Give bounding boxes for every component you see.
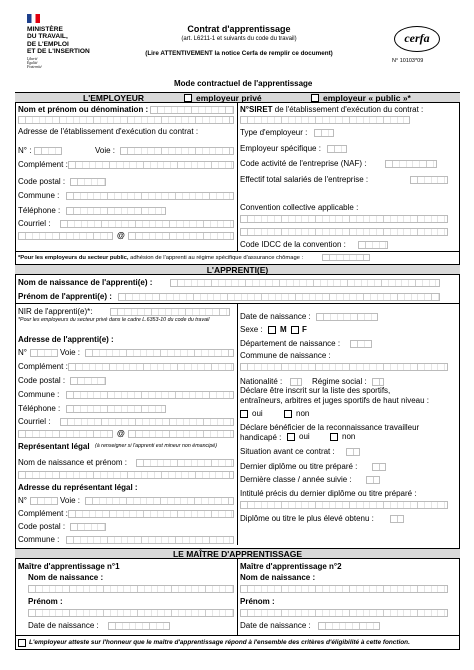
employeur-adresse-label: Adresse de l'établissement d'exécution du contrat : bbox=[18, 127, 199, 136]
employeur-cp-label: Code postal : bbox=[18, 177, 66, 186]
apprenti-tel-field[interactable] bbox=[66, 405, 166, 413]
apprenti-nom-label: Nom de naissance de l'apprenti(e) : bbox=[18, 278, 153, 287]
employeur-courriel-field-2[interactable] bbox=[18, 232, 113, 240]
maitre2-title: Maître d'apprentissage n°2 bbox=[240, 562, 342, 571]
maitre1-date-label: Date de naissance : bbox=[28, 621, 99, 630]
sportif-oui-checkbox[interactable] bbox=[240, 410, 248, 418]
cerfa-logo: cerfa bbox=[394, 26, 440, 52]
sexe-m-checkbox[interactable] bbox=[268, 326, 276, 334]
sexe-m-label: M bbox=[280, 325, 287, 334]
employeur-idcc-label: Code IDCC de la convention : bbox=[240, 240, 346, 249]
employeur-cp-field[interactable] bbox=[70, 178, 106, 186]
employeur-effectif-field[interactable] bbox=[410, 176, 448, 184]
apprenti-dept-label: Département de naissance : bbox=[240, 339, 341, 348]
rep-commune-field[interactable] bbox=[66, 536, 234, 544]
rep-cp-field[interactable] bbox=[70, 523, 106, 531]
apprenti-derniere-classe-field[interactable] bbox=[366, 476, 380, 484]
apprenti-situation-field[interactable] bbox=[346, 448, 360, 456]
sportif-non-label: non bbox=[296, 409, 310, 418]
apprenti-nir-label: NIR de l'apprenti(e)*: bbox=[18, 307, 93, 316]
at-sign: @ bbox=[117, 231, 125, 240]
apprenti-courriel-label: Courriel : bbox=[18, 417, 51, 426]
apprenti-prenom-label: Prénom de l'apprenti(e) : bbox=[18, 292, 112, 301]
maitre2-prenom-field[interactable] bbox=[240, 609, 448, 617]
maitre2-date-label: Date de naissance : bbox=[240, 621, 311, 630]
apprenti-commune-field[interactable] bbox=[66, 391, 234, 399]
apprenti-cp-label: Code postal : bbox=[18, 376, 66, 385]
employeur-idcc-field[interactable] bbox=[358, 241, 388, 249]
apprenti-commune-naissance-label: Commune de naissance : bbox=[240, 351, 331, 360]
apprenti-commune-naissance-field[interactable] bbox=[240, 363, 448, 371]
rep-n-field[interactable] bbox=[30, 497, 58, 505]
apprenti-sportif-label: Déclare être inscrit sur la liste des sportifs, entraîneurs, arbitres et juges sportifs de haut niveau : bbox=[240, 386, 429, 405]
employeur-prive-checkbox[interactable] bbox=[184, 94, 192, 102]
employeur-specifique-label: Employeur spécifique : bbox=[240, 144, 321, 153]
employeur-n-label: N° : bbox=[18, 146, 32, 155]
apprenti-prenom-field[interactable] bbox=[118, 293, 440, 301]
apprenti-nationalite-label: Nationalité : bbox=[240, 377, 283, 386]
form-notice: (Lire ATTENTIVEMENT la notice Cerfa de remplir ce document) bbox=[145, 50, 333, 57]
apprenti-courriel-field[interactable] bbox=[60, 418, 234, 426]
employeur-naf-field[interactable] bbox=[385, 160, 437, 168]
apprenti-complement-label: Complément : bbox=[18, 362, 68, 371]
employeur-tel-field[interactable] bbox=[66, 207, 166, 215]
apprenti-sexe-label: Sexe : bbox=[240, 325, 263, 334]
employeur-effectif-label: Effectif total salariés de l'entreprise : bbox=[240, 175, 369, 184]
employeur-convention-label: Convention collective applicable : bbox=[240, 203, 359, 212]
employeur-footnote: *Pour les employeurs du secteur public, adhésion de l'apprenti au régime spécifique d'assurance chômage : bbox=[18, 255, 304, 261]
employeur-public-label: employeur « public »* bbox=[323, 93, 411, 103]
ministry-name: MINISTÈRE DU TRAVAIL, DE L'EMPLOI ET DE L'INSERTION bbox=[27, 26, 90, 55]
rep-voie-label: Voie : bbox=[60, 496, 81, 505]
employeur-specifique-field[interactable] bbox=[327, 145, 347, 153]
rep-complement-label: Complément : bbox=[18, 509, 68, 518]
maitre2-nom-label: Nom de naissance : bbox=[240, 573, 316, 582]
attestation-text: L'employeur atteste sur l'honneur que le maître d'apprentissage répond à l'ensemble des critères d'éligibilité à cette fonction. bbox=[29, 639, 410, 646]
sportif-oui-label: oui bbox=[252, 409, 263, 418]
maitre1-nom-field[interactable] bbox=[28, 585, 234, 593]
apprenti-courriel-field-2[interactable] bbox=[18, 430, 113, 438]
apprenti-plus-eleve-field[interactable] bbox=[390, 515, 404, 523]
apprenti-tel-label: Téléphone : bbox=[18, 404, 61, 413]
employeur-courriel-label: Courriel : bbox=[18, 219, 51, 228]
apprenti-derniere-classe-label: Dernière classe / année suivie : bbox=[240, 475, 352, 484]
rep-cp-label: Code postal : bbox=[18, 522, 66, 531]
apprenti-voie-label: Voie : bbox=[60, 348, 81, 357]
employeur-public-checkbox[interactable] bbox=[311, 94, 319, 102]
rep-commune-label: Commune : bbox=[18, 535, 60, 544]
form-number: N° 10103*09 bbox=[392, 58, 424, 64]
mode-contractuel: Mode contractuel de l'apprentissage bbox=[174, 79, 313, 88]
apprenti-voie-field[interactable] bbox=[85, 349, 234, 357]
sexe-f-checkbox[interactable] bbox=[291, 326, 299, 334]
apprenti-n-field[interactable] bbox=[30, 349, 58, 357]
representant-legal-note: (à renseigner si l'apprenti est mineur non émancipé) bbox=[95, 443, 218, 449]
maitre1-prenom-field[interactable] bbox=[28, 609, 234, 617]
maitre2-prenom-label: Prénom : bbox=[240, 597, 275, 606]
employeur-n-field[interactable] bbox=[34, 147, 62, 155]
at-sign: @ bbox=[117, 429, 125, 438]
employeur-commune-label: Commune : bbox=[18, 191, 60, 200]
handicap-oui-checkbox[interactable] bbox=[287, 433, 295, 441]
maitre1-prenom-label: Prénom : bbox=[28, 597, 63, 606]
employeur-type-label: Type d'employeur : bbox=[240, 128, 308, 137]
employeur-tel-label: Téléphone : bbox=[18, 206, 61, 215]
employeur-commune-field[interactable] bbox=[66, 192, 234, 200]
apprenti-date-naissance-label: Date de naissance : bbox=[240, 312, 311, 321]
employeur-complement-label: Complément : bbox=[18, 160, 68, 169]
employeur-convention-field[interactable] bbox=[240, 215, 448, 223]
rep-voie-field[interactable] bbox=[85, 497, 234, 505]
apprenti-regime-field[interactable] bbox=[372, 378, 384, 386]
apprenti-intitule-field[interactable] bbox=[240, 501, 448, 509]
employeur-nom-field[interactable] bbox=[150, 106, 234, 114]
apprenti-dernier-diplome-label: Dernier diplôme ou titre préparé : bbox=[240, 462, 358, 471]
rep-nom-field[interactable] bbox=[136, 459, 234, 467]
employeur-prive-label: employeur privé bbox=[196, 93, 262, 103]
rep-nom-field-2[interactable] bbox=[18, 471, 234, 479]
handicap-non-checkbox[interactable] bbox=[330, 433, 338, 441]
sportif-non-checkbox[interactable] bbox=[284, 410, 292, 418]
maitre1-title: Maître d'apprentissage n°1 bbox=[18, 562, 120, 571]
apprenti-handicap-label: Déclare bénéficier de la reconnaissance travailleur handicapé : bbox=[240, 423, 420, 442]
apprenti-n-label: N° bbox=[18, 348, 27, 357]
rep-nom-label: Nom de naissance et prénom : bbox=[18, 458, 127, 467]
assurance-chomage-field[interactable] bbox=[322, 254, 370, 261]
employeur-courriel-field-3[interactable] bbox=[128, 232, 234, 240]
apprenti-nationalite-field[interactable] bbox=[290, 378, 302, 386]
maitre1-date-field[interactable] bbox=[108, 622, 170, 630]
apprenti-plus-eleve-label: Diplôme ou titre le plus élevé obtenu : bbox=[240, 514, 374, 523]
apprenti-commune-label: Commune : bbox=[18, 390, 60, 399]
apprenti-nir-field[interactable] bbox=[110, 308, 230, 316]
employeur-complement-field[interactable] bbox=[68, 161, 234, 169]
motto: Liberté Égalité Fraternité bbox=[27, 57, 42, 70]
sexe-f-label: F bbox=[302, 325, 307, 334]
form-subtitle: (art. L6211-1 et suivants du code du travail) bbox=[181, 36, 297, 42]
handicap-non-label: non bbox=[342, 432, 356, 441]
employeur-convention-field-2[interactable] bbox=[240, 228, 448, 236]
apprenti-cp-field[interactable] bbox=[70, 377, 106, 385]
handicap-oui-label: oui bbox=[299, 432, 310, 441]
marianne-flag-icon bbox=[27, 14, 40, 23]
maitre-section-header: LE MAÎTRE D'APPRENTISSAGE bbox=[15, 548, 460, 559]
form-title: Contrat d'apprentissage bbox=[187, 24, 291, 34]
employeur-nom-label: Nom et prénom ou dénomination : bbox=[18, 105, 149, 114]
apprenti-date-naissance-field[interactable] bbox=[316, 313, 378, 321]
maitre1-nom-label: Nom de naissance : bbox=[28, 573, 104, 582]
rep-complement-field[interactable] bbox=[68, 510, 234, 518]
employeur-section-header: L'EMPLOYEUR employeur privé employeur « public »* bbox=[15, 92, 460, 103]
employeur-type-field[interactable] bbox=[314, 129, 334, 137]
apprenti-adresse-label: Adresse de l'apprenti(e) : bbox=[18, 335, 114, 344]
maitre2-nom-field[interactable] bbox=[240, 585, 448, 593]
maitre2-date-field[interactable] bbox=[318, 622, 380, 630]
representant-legal-label: Représentant légal bbox=[18, 442, 90, 451]
apprenti-intitule-label: Intitulé précis du dernier diplôme ou titre préparé : bbox=[240, 489, 417, 498]
apprenti-section-header: L'APPRENTI(E) bbox=[15, 264, 460, 275]
apprenti-situation-label: Situation avant ce contrat : bbox=[240, 447, 335, 456]
employeur-courriel-field[interactable] bbox=[60, 220, 234, 228]
attestation-checkbox[interactable] bbox=[18, 639, 26, 647]
republique-logo bbox=[27, 14, 107, 84]
rep-adresse-label: Adresse du représentant légal : bbox=[18, 483, 138, 492]
employeur-voie-field[interactable] bbox=[120, 147, 234, 155]
apprenti-courriel-field-3[interactable] bbox=[128, 430, 234, 438]
employeur-siret-field[interactable] bbox=[240, 116, 410, 124]
employeur-siret-label: N°SIRET de l'établissement d'exécution du contrat : bbox=[240, 105, 424, 114]
employeur-naf-label: Code activité de l'entreprise (NAF) : bbox=[240, 159, 367, 168]
apprenti-dept-field[interactable] bbox=[350, 340, 372, 348]
apprenti-regime-label: Régime social : bbox=[312, 377, 367, 386]
employeur-voie-label: Voie : bbox=[95, 146, 116, 155]
apprenti-nom-field[interactable] bbox=[170, 279, 440, 287]
apprenti-dernier-diplome-field[interactable] bbox=[372, 463, 386, 471]
employeur-nom-field-2[interactable] bbox=[18, 116, 234, 124]
apprenti-nir-note: *Pour les employeurs du secteur privé dans le cadre L.6353-10 du code du travail bbox=[18, 317, 210, 323]
rep-n-label: N° bbox=[18, 496, 27, 505]
apprenti-complement-field[interactable] bbox=[68, 363, 234, 371]
